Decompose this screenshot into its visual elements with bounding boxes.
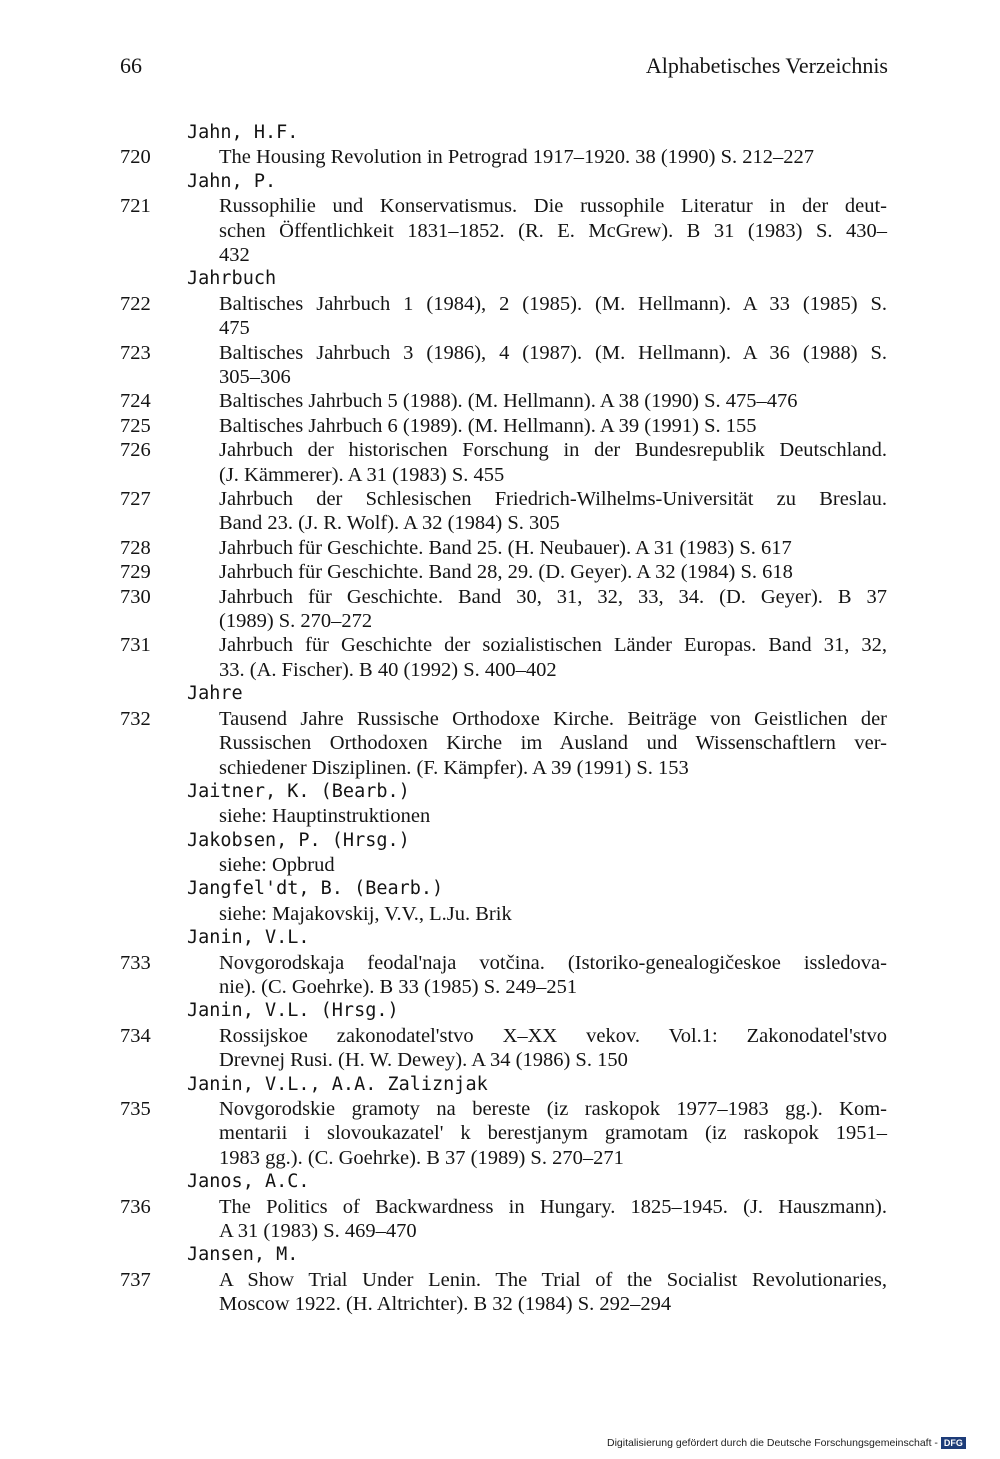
entry-line: (1989) S. 270–272	[219, 610, 373, 633]
entry-text	[219, 1195, 887, 1244]
entry-line: A 31 (1983) S. 469–470	[219, 1220, 417, 1243]
see-reference: siehe: Opbrud	[219, 854, 335, 877]
index-entry	[0, 341, 1000, 390]
entry-text	[219, 951, 887, 1000]
entry-text	[219, 194, 887, 267]
entry-text: Jahrbuch für Geschichte. Band 28, 29. (D. Geyer). A 32 (1984) S. 618	[219, 561, 793, 584]
entry-text	[219, 487, 887, 536]
entry-number: 727	[120, 488, 151, 511]
entry-number: 736	[120, 1195, 151, 1218]
index-entry	[0, 560, 1000, 584]
entry-number: 737	[120, 1268, 151, 1291]
index-entry	[0, 585, 1000, 634]
entry-text	[219, 633, 887, 682]
entry-text: Baltisches Jahrbuch 6 (1989). (M. Hellmann). A 39 (1991) S. 155	[219, 414, 757, 437]
author-heading: Jangfel'dt, B. (Bearb.)	[187, 878, 444, 900]
entry-number: 732	[120, 707, 151, 730]
author-heading: Jakobsen, P. (Hrsg.)	[187, 829, 410, 851]
entry-line: 305–306	[219, 366, 291, 389]
entry-line: Rossijskoe zakonodatel'stvo X–XX vekov. Vol.1: Zakonodatel'stvo	[219, 1024, 887, 1047]
entry-line: Drevnej Rusi. (H. W. Dewey). A 34 (1986) S. 150	[219, 1049, 628, 1072]
digitization-credit	[607, 1436, 977, 1450]
entry-number: 735	[120, 1098, 151, 1121]
entry-number: 723	[120, 341, 151, 364]
entry-number: 721	[120, 195, 151, 218]
entry-line: Moscow 1922. (H. Altrichter). B 32 (1984) S. 292–294	[219, 1293, 672, 1316]
entry-line: A Show Trial Under Lenin. The Trial of the Socialist Revolutionaries,	[219, 1268, 887, 1291]
index-entry	[0, 1097, 1000, 1170]
entry-number: 728	[120, 536, 151, 559]
entry-number: 734	[120, 1024, 151, 1047]
entry-line: schiedener Disziplinen. (F. Kämpfer). A 39 (1991) S. 153	[219, 756, 689, 779]
entry-line: 33. (A. Fischer). B 40 (1992) S. 400–402	[219, 658, 557, 681]
index-entry	[0, 487, 1000, 536]
index-entry	[0, 145, 1000, 169]
author-heading: Jahn, P.	[187, 170, 277, 192]
page-number: 66	[120, 53, 142, 78]
entry-text	[219, 1097, 887, 1170]
index-entry	[0, 414, 1000, 438]
entry-line: Baltisches Jahrbuch 1 (1984), 2 (1985). (M. Hellmann). A 33 (1985) S.	[219, 292, 887, 315]
entry-line: Russophilie und Konservatismus. Die russophile Literatur in der deut-	[219, 195, 887, 218]
entry-text	[219, 438, 887, 487]
index-entry	[0, 951, 1000, 1000]
entry-line: mentarii i slovoukazatel' k berestjanym gramotam (iz raskopok 1951–	[219, 1122, 887, 1145]
author-heading: Jahrbuch	[187, 268, 277, 290]
entry-text: Baltisches Jahrbuch 5 (1988). (M. Hellmann). A 38 (1990) S. 475–476	[219, 390, 798, 413]
entry-number: 725	[120, 414, 151, 437]
entry-line: (J. Kämmerer). A 31 (1983) S. 455	[219, 463, 505, 486]
see-reference: siehe: Hauptinstruktionen	[219, 805, 431, 828]
entry-line: Russischen Orthodoxen Kirche im Ausland und Wissenschaftlern ver-	[219, 732, 887, 755]
entry-line: Tausend Jahre Russische Orthodoxe Kirche. Beiträge von Geistlichen der	[219, 707, 887, 730]
see-reference: siehe: Majakovskij, V.V., L.Ju. Brik	[219, 902, 512, 925]
entry-number: 730	[120, 585, 151, 608]
entry-number: 731	[120, 634, 151, 657]
entry-line: Novgorodskie gramoty na bereste (iz raskopok 1977–1983 gg.). Kom-	[219, 1098, 887, 1121]
entry-line: Band 23. (J. R. Wolf). A 32 (1984) S. 305	[219, 512, 560, 535]
entry-text	[219, 1024, 887, 1073]
index-entry	[0, 707, 1000, 780]
index-entry	[0, 633, 1000, 682]
dfg-logo: DFG	[941, 1437, 966, 1449]
author-heading: Janin, V.L.	[187, 927, 310, 949]
index-entry	[0, 194, 1000, 267]
index-entry	[0, 1024, 1000, 1073]
entry-number: 729	[120, 561, 151, 584]
entry-line: 475	[219, 317, 250, 340]
author-heading: Jahre	[187, 683, 243, 705]
running-title: Alphabetisches Verzeichnis	[645, 53, 888, 78]
author-heading: Jahn, H.F.	[187, 122, 299, 143]
index-entry	[0, 1195, 1000, 1244]
entry-line: The Politics of Backwardness in Hungary. 1825–1945. (J. Hauszmann).	[219, 1195, 887, 1218]
entry-line: nie). (C. Goehrke). B 33 (1985) S. 249–251	[219, 976, 578, 999]
author-heading: Janos, A.C.	[187, 1171, 310, 1193]
entry-number: 733	[120, 951, 151, 974]
entry-line: Novgorodskaja feodal'naja votčina. (Istoriko-genealogičeskoe issledova-	[219, 951, 887, 974]
entry-line: 1983 gg.). (C. Goehrke). B 37 (1989) S. 270–271	[219, 1146, 624, 1169]
entry-line: Jahrbuch der Schlesischen Friedrich-Wilhelms-Universität zu Breslau.	[219, 488, 887, 511]
entry-number: 724	[120, 390, 151, 413]
entry-number: 722	[120, 292, 151, 315]
entry-text	[219, 341, 887, 390]
index-list	[0, 121, 1000, 1317]
entry-line: Jahrbuch für Geschichte der sozialistischen Länder Europas. Band 31, 32,	[219, 634, 887, 657]
entry-text	[219, 1268, 887, 1317]
entry-line: Jahrbuch der historischen Forschung in der Bundesrepublik Deutschland.	[219, 439, 887, 462]
author-heading: Janin, V.L., A.A. Zaliznjak	[187, 1073, 488, 1095]
entry-text	[219, 585, 887, 634]
entry-number: 726	[120, 439, 151, 462]
author-heading: Janin, V.L. (Hrsg.)	[187, 1000, 399, 1022]
entry-number: 720	[120, 146, 151, 169]
index-entry	[0, 1268, 1000, 1317]
author-heading: Jansen, M.	[187, 1244, 299, 1266]
index-entry	[0, 438, 1000, 487]
index-entry	[0, 389, 1000, 413]
entry-line: Baltisches Jahrbuch 3 (1986), 4 (1987). (M. Hellmann). A 36 (1988) S.	[219, 341, 887, 364]
entry-line: 432	[219, 244, 250, 266]
page-header	[120, 50, 888, 82]
entry-text: Jahrbuch für Geschichte. Band 25. (H. Neubauer). A 31 (1983) S. 617	[219, 536, 792, 559]
credit-text: Digitalisierung gefördert durch die Deutsche Forschungsgemeinschaft -	[607, 1437, 938, 1449]
entry-text	[219, 707, 887, 780]
entry-text: The Housing Revolution in Petrograd 1917–1920. 38 (1990) S. 212–227	[219, 146, 815, 169]
author-heading: Jaitner, K. (Bearb.)	[187, 780, 410, 802]
entry-line: schen Öffentlichkeit 1831–1852. (R. E. McGrew). B 31 (1983) S. 430–	[219, 219, 887, 242]
entry-text	[219, 292, 887, 341]
index-entry	[0, 292, 1000, 341]
index-entry	[0, 536, 1000, 560]
entry-line: Jahrbuch für Geschichte. Band 30, 31, 32, 33, 34. (D. Geyer). B 37	[219, 585, 887, 608]
